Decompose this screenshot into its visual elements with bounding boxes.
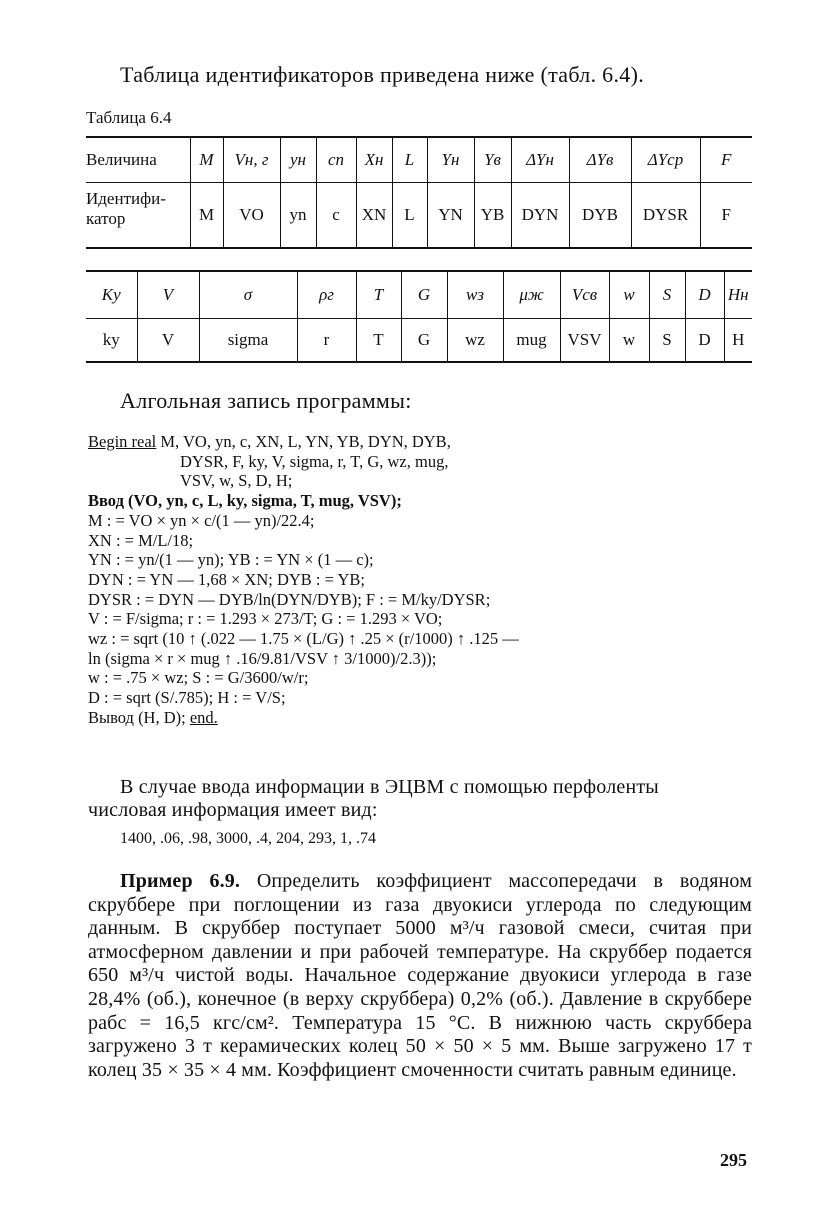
table-cell: DYB xyxy=(569,183,631,249)
table-row xyxy=(86,271,752,319)
table-cell: YN xyxy=(427,183,474,249)
table-header-cell: G xyxy=(401,271,447,319)
code-line: DYSR : = DYN — DYB/ln(DYN/DYB); F : = M/ky/DYSR; xyxy=(88,589,491,609)
table-cell: wz xyxy=(447,319,503,363)
table-header-cell: F xyxy=(700,137,752,183)
code-text: Вывод (H, D); xyxy=(88,707,190,727)
table-header-cell: cп xyxy=(316,137,356,183)
code-line: wz : = sqrt (10 ↑ (.022 — 1.75 × (L/G) ↑ .25 × (r/1000) ↑ .125 — xyxy=(88,629,519,649)
table-header-cell: ΔYв xyxy=(569,137,631,183)
paragraph-example xyxy=(88,870,752,1082)
code-line: DYSR, F, ky, V, sigma, r, T, G, wz, mug, xyxy=(180,451,449,471)
table-cell: D xyxy=(685,319,724,363)
table-cell: L xyxy=(392,183,427,249)
table-cell: F xyxy=(700,183,752,249)
identifier-table-1 xyxy=(86,136,752,249)
intro-text: Таблица идентификаторов приведена ниже (табл. 6.4). xyxy=(120,62,644,87)
table-header-cell: D xyxy=(685,271,724,319)
code-line: XN : = M/L/18; xyxy=(88,530,194,550)
table-cell: DYN xyxy=(511,183,569,249)
table-cell: c xyxy=(316,183,356,249)
table-cell: mug xyxy=(503,319,560,363)
table-cell: yn xyxy=(280,183,316,249)
table-cell: S xyxy=(649,319,685,363)
table-header-cell: ΔYн xyxy=(511,137,569,183)
numeric-input-line: 1400, .06, .98, 3000, .4, 204, 293, 1, .74 xyxy=(120,830,376,847)
table-header-cell: Vн, г xyxy=(223,137,280,183)
code-line xyxy=(88,708,788,728)
table-cell: r xyxy=(297,319,356,363)
code-line: DYN : = YN — 1,68 × XN; DYB : = YB; xyxy=(88,569,365,589)
keyword-end: end. xyxy=(189,707,218,727)
algol-code xyxy=(88,432,788,728)
table-cell: V xyxy=(137,319,199,363)
example-heading: Пример 6.9. xyxy=(120,870,241,892)
table-cell: Идентифи- катор xyxy=(86,189,166,228)
table-header-cell: S xyxy=(649,271,685,319)
table-header-cell: wз xyxy=(447,271,503,319)
table-header-cell: L xyxy=(392,137,427,183)
table-header-cell: V xyxy=(137,271,199,319)
table-cell: T xyxy=(356,319,401,363)
table-header-cell: Xн xyxy=(356,137,392,183)
code-line: w : = .75 × wz; S : = G/3600/w/r; xyxy=(88,668,309,688)
example-text: Определить коэффициент массопередачи в водяном скруббере при поглощении из газа двуокиси углерода по следующим данным. В скруббер поступает 5000 м³/ч газовой смеси, считая при атмосферном давлении и при рабочей температуре. На скруббер подается 650 м³/ч чистой воды. Начальное содержание двуокиси углерода в газе 28,4% (об.), конечное (в верху скруббера) 0,2% (об.). Давление в скруббере pабс = 16,5 кгс/см². Температура 15 °С. В нижнюю часть скруббера загружено 3 т керамических колец 50 × 50 × 5 мм. Выше загружено 17 т колец 35 × 35 × 4 мм. Коэффициент смоченности считать равным единице. xyxy=(88,870,752,1081)
table-cell: sigma xyxy=(199,319,297,363)
table-cell: DYSR xyxy=(631,183,700,249)
code-line xyxy=(88,491,788,511)
code-line: VSV, w, S, D, H; xyxy=(180,471,293,491)
code-line: V : = F/sigma; r : = 1.293 × 273/T; G : = 1.293 × VO; xyxy=(88,609,443,629)
table-header-cell: yн xyxy=(280,137,316,183)
table-header-cell: Hн xyxy=(724,271,752,319)
keyword-begin-real: Begin real xyxy=(88,432,157,451)
code-line: M : = VO × yn × c/(1 — yn)/22.4; xyxy=(88,510,315,530)
code-text: M, VO, yn, c, XN, L, YN, YB, DYN, DYB, xyxy=(156,432,451,451)
table-header-cell: Ky xyxy=(86,271,137,319)
table-header-cell: w xyxy=(609,271,649,319)
code-text: Ввод (VO, yn, c, L, ky, sigma, T, mug, VSV); xyxy=(88,491,402,511)
table-cell: G xyxy=(401,319,447,363)
table-row xyxy=(86,137,752,183)
code-line: D : = sqrt (S/.785); H : = V/S; xyxy=(88,688,286,708)
table-header-cell: μж xyxy=(503,271,560,319)
table-cell: H xyxy=(724,319,752,363)
paragraph-line: числовая информация имеет вид: xyxy=(88,799,378,821)
table-cell: VO xyxy=(223,183,280,249)
table-header-cell: Yв xyxy=(474,137,511,183)
table-header-cell: ρг xyxy=(297,271,356,319)
table-header-cell: T xyxy=(356,271,401,319)
table-cell: w xyxy=(609,319,649,363)
table-cell: XN xyxy=(356,183,392,249)
paragraph-line: В случае ввода информации в ЭЦВМ с помощью перфоленты xyxy=(120,776,659,798)
table-row xyxy=(86,183,752,249)
table-header-cell: M xyxy=(190,137,223,183)
table-header-cell: Vсв xyxy=(560,271,609,319)
table-header-cell: Yн xyxy=(427,137,474,183)
table-row xyxy=(86,319,752,363)
table-cell: ky xyxy=(102,330,120,349)
identifier-table-2 xyxy=(86,270,752,363)
paragraph-input-format xyxy=(88,776,752,822)
table-header-cell: σ xyxy=(199,271,297,319)
table-header-cell: Величина xyxy=(86,137,190,183)
table-caption: Таблица 6.4 xyxy=(86,108,172,127)
table-cell: M xyxy=(190,183,223,249)
table-cell: YB xyxy=(474,183,511,249)
table-cell: VSV xyxy=(560,319,609,363)
code-line: YN : = yn/(1 — yn); YB : = YN × (1 — c); xyxy=(88,550,374,570)
table-header-cell: ΔYср xyxy=(631,137,700,183)
code-line: ln (sigma × r × mug ↑ .16/9.81/VSV ↑ 3/1000)/2.3)); xyxy=(88,648,437,668)
code-line xyxy=(88,432,788,452)
page-number: 295 xyxy=(720,1150,747,1170)
algol-title: Алгольная запись программы: xyxy=(120,388,412,413)
